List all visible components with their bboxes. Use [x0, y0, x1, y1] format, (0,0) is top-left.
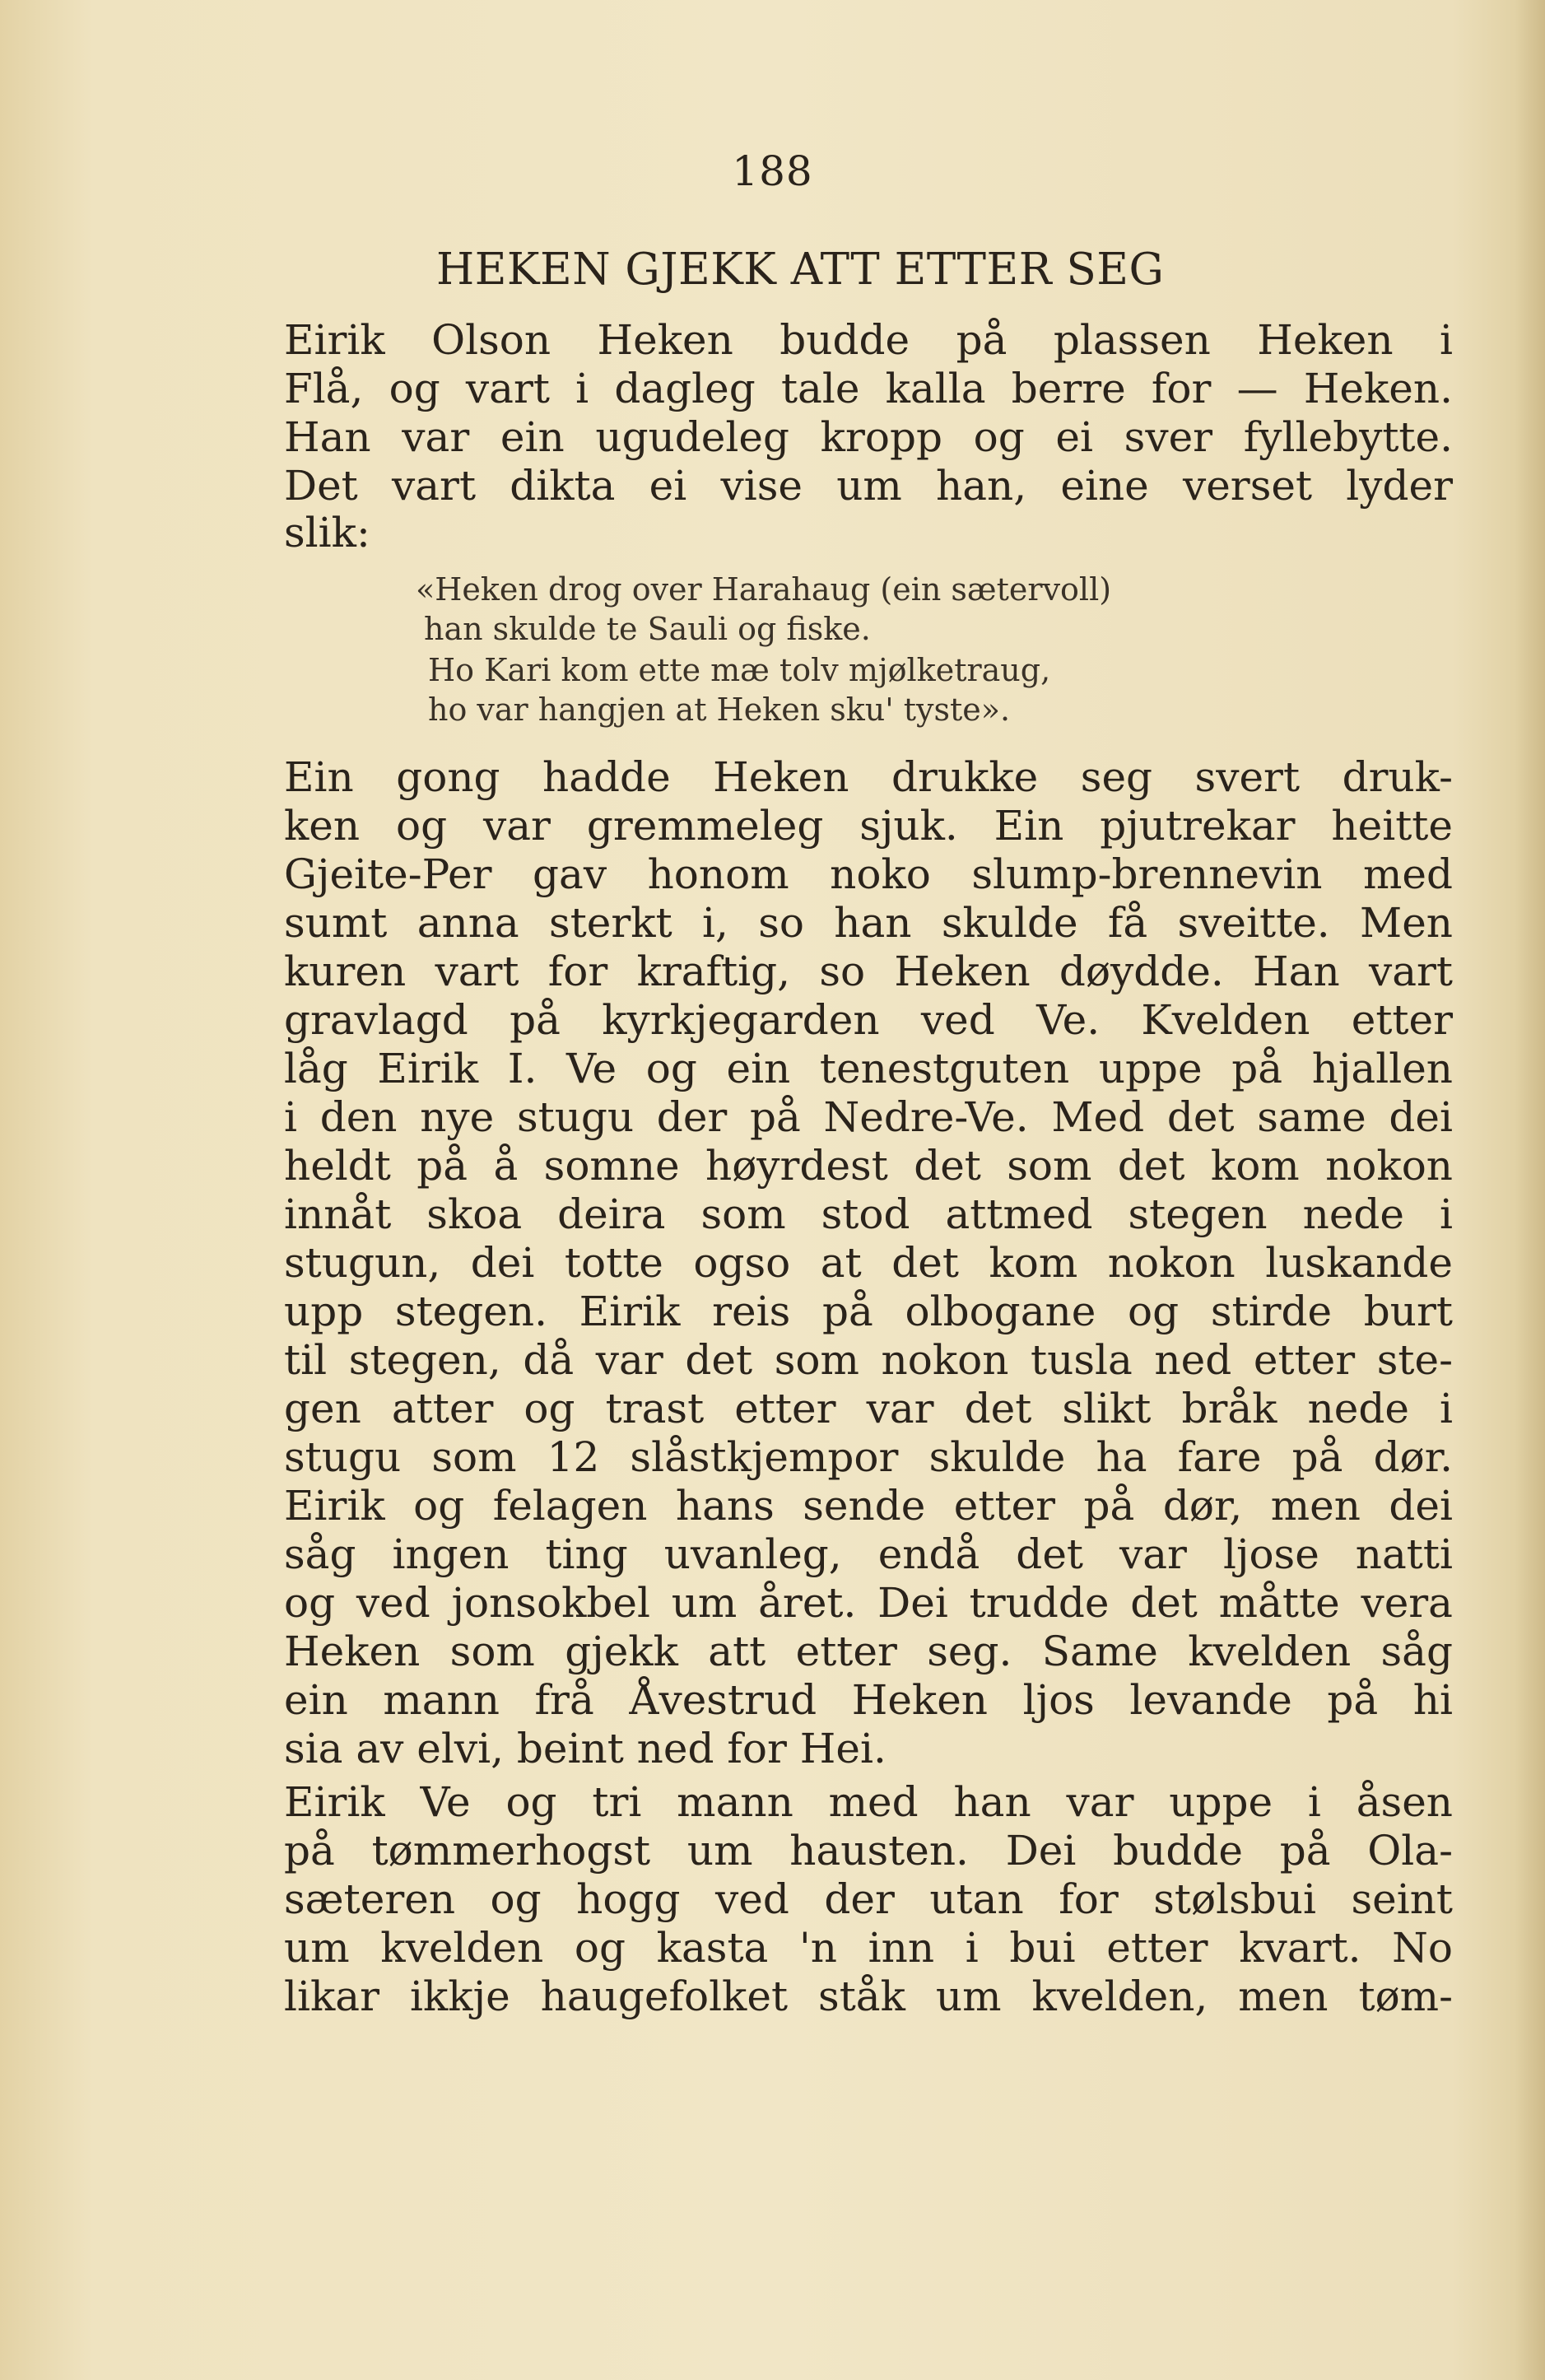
- paragraph2-line: Heken som gjekk att etter seg. Same kvelden såg: [284, 1628, 1453, 1675]
- paragraph1-line: Eirik Olson Heken budde på plassen Heken i: [284, 316, 1453, 364]
- paragraph2-line: låg Eirik I. Ve og ein tenestguten uppe på hjallen: [284, 1045, 1453, 1092]
- paragraph2-line: og ved jonsokbel um året. Dei trudde det måtte vera: [284, 1579, 1453, 1627]
- paragraph1-line: slik:: [284, 509, 370, 557]
- paragraph2-line: Ein gong hadde Heken drukke seg svert druk-: [284, 753, 1453, 801]
- verse-line: «Heken drog over Harahaug (ein sætervoll): [416, 571, 1112, 608]
- verse-line: han skulde te Sauli og fiske.: [424, 611, 871, 647]
- paragraph2-line: til stegen, då var det som nokon tusla ned etter ste-: [284, 1336, 1453, 1384]
- paragraph2-line: i den nye stugu der på Nedre-Ve. Med det same dei: [284, 1093, 1453, 1141]
- chapter-title: HEKEN GJEKK ATT ETTER SEG: [436, 245, 1165, 295]
- paragraph2-line: sumt anna sterkt i, so han skulde få sveitte. Men: [284, 899, 1453, 947]
- paragraph1-line: Det vart dikta ei vise um han, eine verset lyder: [284, 462, 1453, 510]
- paragraph2-line: Eirik og felagen hans sende etter på dør, men dei: [284, 1482, 1453, 1530]
- paragraph2-line: gravlagd på kyrkjegarden ved Ve. Kvelden etter: [284, 996, 1453, 1044]
- paragraph2-line: sia av elvi, beint ned for Hei.: [284, 1725, 887, 1772]
- verse-line: Ho Kari kom ette mæ tolv mjølketraug,: [428, 652, 1051, 688]
- paragraph2-line: Gjeite-Per gav honom noko slump-brennevin med: [284, 850, 1453, 898]
- paragraph2-line: såg ingen ting uvanleg, endå det var ljose natti: [284, 1530, 1453, 1578]
- paragraph1-line: Han var ein ugudeleg kropp og ei sver fyllebytte.: [284, 413, 1453, 461]
- paragraph2-line: stugun, dei totte ogso at det kom nokon luskande: [284, 1239, 1453, 1287]
- paragraph2-line: upp stegen. Eirik reis på olbogane og stirde burt: [284, 1288, 1453, 1335]
- paragraph2-line: kuren vart for kraftig, so Heken døydde. Han vart: [284, 948, 1453, 995]
- paragraph3-line: um kvelden og kasta 'n inn i bui etter kvart. No: [284, 1924, 1453, 1972]
- paragraph2-line: innåt skoa deira som stod attmed stegen nede i: [284, 1190, 1453, 1238]
- paragraph2-line: gen atter og trast etter var det slikt bråk nede i: [284, 1385, 1453, 1432]
- paragraph3-line: Eirik Ve og tri mann med han var uppe i åsen: [284, 1778, 1453, 1826]
- paragraph3-line: sæteren og hogg ved der utan for stølsbui seint: [284, 1875, 1453, 1923]
- paragraph3-line: på tømmerhogst um hausten. Dei budde på Ola-: [284, 1827, 1453, 1875]
- page-number: 188: [732, 147, 813, 195]
- paragraph1-line: Flå, og vart i dagleg tale kalla berre for — Heken.: [284, 365, 1453, 412]
- paragraph2-line: stugu som 12 slåstkjempor skulde ha fare på dør.: [284, 1433, 1453, 1481]
- paragraph2-line: ken og var gremmeleg sjuk. Ein pjutrekar heitte: [284, 802, 1453, 850]
- paragraph2-line: ein mann frå Åvestrud Heken ljos levande på hi: [284, 1676, 1453, 1724]
- paragraph2-line: heldt på å somne høyrdest det som det kom nokon: [284, 1142, 1453, 1190]
- page-edge-shadow: [1515, 0, 1545, 2380]
- paragraph3-line: likar ikkje haugefolket ståk um kvelden, men tøm-: [284, 1972, 1453, 2020]
- verse-line: ho var hangjen at Heken sku' tyste».: [428, 692, 1011, 728]
